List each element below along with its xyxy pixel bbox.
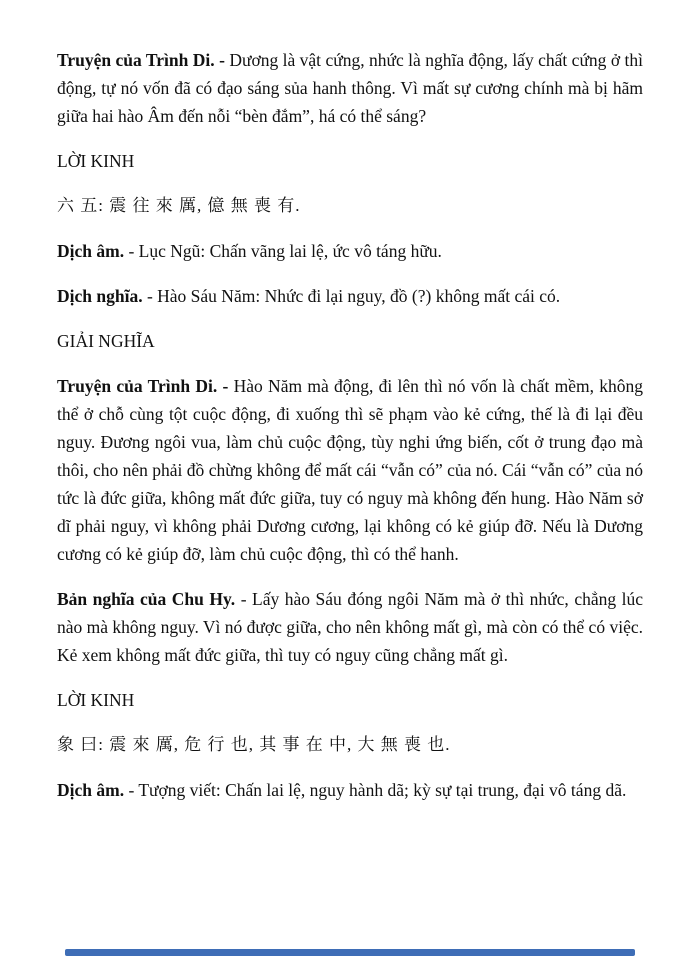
paragraph-trinh-di-commentary-1: [57, 46, 643, 130]
paragraph-body-trinh-di-1: Dương là vật cứng, nhức là nghĩa động, lấy chất cứng ở thì động, tự nó vốn đã có đạo sáng sủa hanh thông. Vì mất sự cương chính mà bị hãm giữa hai hào Âm đến nỗi “bèn đắm”, há có thể sáng?: [57, 50, 643, 126]
paragraph-trinh-di-commentary-2: [57, 372, 643, 568]
paragraph-lead-trinh-di-1: Truyện của Trình Di. -: [57, 50, 225, 70]
paragraph-dich-nghia-1: [57, 282, 643, 310]
paragraph-body-chu-hy: - Lấy hào Sáu đóng ngôi Năm mà ở thì nhức, chẳng lúc nào mà không nguy. Vì nó được giữa, cho nên không mất gì, mà còn có thể có việc. Kẻ xem không mất đức giữa, thì tuy có nguy cũng chẳng mất gì.: [57, 589, 643, 665]
paragraph-body-dich-am-2: - Tượng viết: Chấn lai lệ, nguy hành dã; kỳ sự tại trung, đại vô táng dã.: [124, 780, 627, 800]
paragraph-dich-am-1: [57, 237, 643, 265]
reading-progress-bar[interactable]: [65, 949, 635, 956]
paragraph-dich-am-2: [57, 776, 643, 804]
paragraph-chu-hy-commentary: [57, 585, 643, 669]
paragraph-lead-chu-hy: Bản nghĩa của Chu Hy.: [57, 589, 236, 609]
paragraph-body-trinh-di-2: Hào Năm mà động, đi lên thì nó vốn là chất mềm, không thể ở chỗ cùng tột cuộc động, đi xuống thì sẽ phạm vào kẻ cứng, thế là đi lại đều nguy. Đương ngôi vua, làm chủ cuộc động, tùy nghi ứng biến, cốt ở trung đạo mà thôi, cho nên phải đồ chừng không để mất cái “vẫn có” của nó. Cái “vẫn có” của nó tức là đức giữa, không mất đức giữa, tuy có nguy mà không đến hung. Hào Năm sở dĩ phải nguy, vì không phải Dương cương, lại không có kẻ giúp đỡ. Nếu là Dương cương có kẻ giúp đỡ, làm chủ cuộc động, thì có thể hanh.: [57, 376, 643, 564]
paragraph-body-dich-nghia-1: - Hào Sáu Năm: Nhức đi lại nguy, đồ (?) không mất cái có.: [142, 286, 561, 306]
paragraph-lead-dich-am-1: Dịch âm.: [57, 241, 125, 261]
paragraph-lead-dich-nghia-1: Dịch nghĩa.: [57, 286, 143, 306]
chinese-verse-line-2: 象 曰: 震 來 厲, 危 行 也, 其 事 在 中, 大 無 喪 也.: [57, 735, 451, 754]
chinese-verse-line-1: 六 五: 震 往 來 厲, 億 無 喪 有.: [57, 196, 301, 215]
paragraph-body-dich-am-1: - Lục Ngũ: Chấn vãng lai lệ, ức vô táng hữu.: [124, 241, 442, 261]
section-heading-loi-kinh-2: LỜI KINH: [57, 690, 135, 710]
section-heading-loi-kinh-1: LỜI KINH: [57, 151, 135, 171]
section-heading-giai-nghia: GIẢI NGHĨA: [57, 331, 155, 351]
paragraph-lead-trinh-di-2: Truyện của Trình Di. -: [57, 376, 229, 396]
paragraph-lead-dich-am-2: Dịch âm.: [57, 780, 125, 800]
